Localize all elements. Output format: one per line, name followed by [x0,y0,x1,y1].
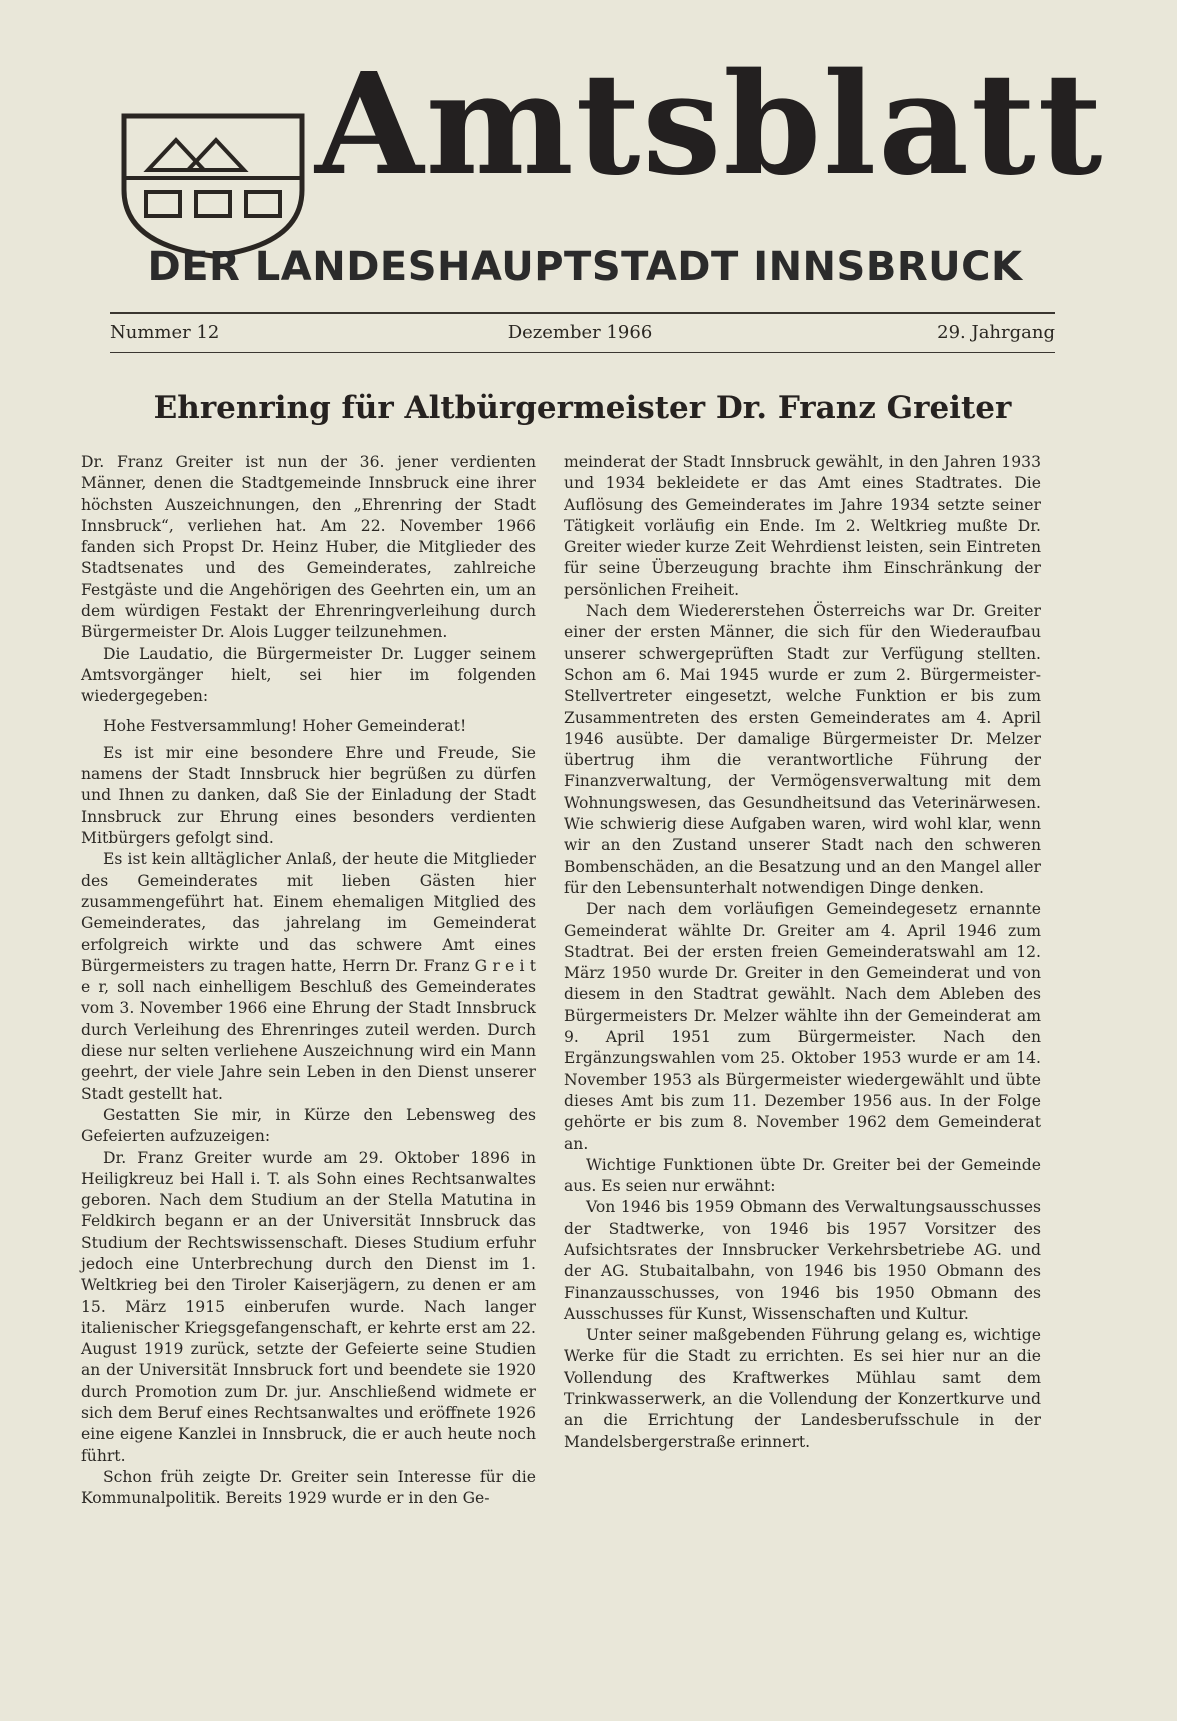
masthead-title: Amtsblatt [315,43,1105,207]
issue-year: 29. Jahrgang [937,322,1055,343]
article-headline: Ehrenring für Altbürgermeister Dr. Franz Greiter [153,390,1012,426]
issue-number: Nummer 12 [110,322,220,343]
article-column-right [564,452,1041,1453]
paragraph: Dr. Franz Greiter wurde am 29. Oktober 1896 in Heiligkreuz bei Hall i. T. als Sohn eines Rechtsanwaltes geboren. Nach dem Studium an der Stella Matutina in Feldkirch begann er an der Universität Innsbruck das Studium der Rechtswissenschaft. Dieses Studium erfuhr jedoch eine Unterbrechung durch den Dienst im 1. Weltkrieg bei den Tiroler Kaiserjägern, zu denen er am 15. März 1915 einberufen wurde. Nach langer italienischer Kriegsgefangenschaft, er kehrte erst am 22. August 1919 zurück, setzte der Gefeierte seine Studien an der Universität Innsbruck fort und beendete sie 1920 durch Promotion zum Dr. jur. Anschließend widmete er sich dem Beruf eines Rechtsanwaltes und eröffnete 1926 eine eigene Kanzlei in Innsbruck, die er auch heute noch führt. [81,1148,536,1465]
paragraph: Nach dem Wiedererstehen Österreichs war Dr. Greiter einer der ersten Männer, die sich für den Wiederaufbau unserer schwergeprüften Stadt zur Verfügung stellten. Schon am 6. Mai 1945 wurde er zum 2. Bürgermeister-Stellvertreter eingesetzt, welche Funktion er bis zum Zusammentreten des ersten Gemeinderates am 4. April 1946 ausübte. Der damalige Bürgermeister Dr. Melzer übertrug ihm die verantwortliche Führung der Finanzverwaltung, der Vermögensverwaltung mit dem Wohnungswesen, das Gesundheitsund das Veterinärwesen. Wie schwierig diese Aufgaben waren, wird wohl klar, wenn wir an den Zustand unserer Stadt nach den schweren Bombenschäden, an die Besatzung und an den Mangel aller für den Lebensunterhalt notwendigen Dinge denken. [564,602,1041,897]
paragraph: Die Laudatio, die Bürgermeister Dr. Lugger seinem Amtsvorgänger hielt, sei hier im folgenden wiedergegeben: [81,644,536,706]
article-column-left [81,452,536,1510]
paragraph: Es ist kein alltäglicher Anlaß, der heute die Mitglieder des Gemeinderates mit lieben Gästen hier zusammengeführt hat. Einem ehemaligen Mitglied des Gemeinderates, das jahrelang im Gemeinderat erfolgreich wirkte und das schwere Amt eines Bürgermeisters zu tragen hatte, Herrn Dr. Franz G r e i t e r, soll nach einhelligem Beschluß des Gemeinderates vom 3. November 1966 eine Ehrung der Stadt Innsbruck durch Verleihung des Ehrenringes zuteil werden. Durch diese nur selten verliehene Auszeichnung wird ein Mann geehrt, der viele Jahre sein Leben in den Dienst unserer Stadt gestellt hat. [81,850,536,1103]
bottom-divider [110,352,1055,353]
issue-date: Dezember 1966 [507,322,653,343]
innsbruck-bridge-crest-icon [118,110,308,260]
masthead-subtitle: DER LANDESHAUPTSTADT INNSBRUCK [147,244,1023,290]
top-divider [110,312,1055,314]
masthead [110,40,1105,240]
paragraph: Von 1946 bis 1959 Obmann des Verwaltungsausschusses der Stadtwerke, von 1946 bis 1957 Vorsitzer des Aufsichtsrates der Innsbrucker Verkehrsbetriebe AG. und der AG. Stubaitalbahn, von 1946 bis 1950 Obmann des Finanzausschusses, von 1946 bis 1950 Obmann des Ausschusses für Kunst, Wissenschaften und Kultur. [564,1198,1041,1323]
paragraph: Es ist mir eine besondere Ehre und Freude, Sie namens der Stadt Innsbruck hier begrüßen zu dürfen und Ihnen zu danken, daß Sie der Einladung der Stadt Innsbruck zur Ehrung eines besonders verdienten Mitbürgers gefolgt sind. [81,743,536,848]
paragraph: Unter seiner maßgebenden Führung gelang es, wichtige Werke für die Stadt zu errichten. Es sei hier nur an die Vollendung des Kraftwerkes Mühlau samt dem Trinkwasserwerk, an die Vollendung der Konzertkurve und an die Errichtung der Landesberufsschule in der Mandelsbergerstraße erinnert. [564,1326,1041,1451]
paragraph: Gestatten Sie mir, in Kürze den Lebensweg des Gefeierten aufzuzeigen: [81,1105,536,1146]
paragraph: Schon früh zeigte Dr. Greiter sein Interesse für die Kommunalpolitik. Bereits 1929 wurde er in den Ge- [81,1467,536,1508]
paragraph: Dr. Franz Greiter ist nun der 36. jener verdienten Männer, denen die Stadtgemeinde Innsbruck eine ihrer höchsten Auszeichnungen, den „Ehrenring der Stadt Innsbruck“, verliehen hat. Am 22. November 1966 fanden sich Propst Dr. Heinz Huber, die Mitglieder des Stadtsenates und des Gemeinderates, zahlreiche Festgäste und die Angehörigen des Geehrten ein, um an dem würdigen Festakt der Ehrenringverleihung durch Bürgermeister Dr. Alois Lugger teilzunehmen. [81,453,536,642]
paragraph: meinderat der Stadt Innsbruck gewählt, in den Jahren 1933 und 1934 bekleidete er das Amt eines Stadtrates. Die Auflösung des Gemeinderates im Jahre 1934 setzte seiner Tätigkeit vorläufig ein Ende. Im 2. Weltkrieg mußte Dr. Greiter wieder kurze Zeit Wehrdienst leisten, sein Eintreten für seine Überzeugung brachte ihm Einschränkung der persönlichen Freiheit. [564,453,1041,599]
paragraph: Wichtige Funktionen übte Dr. Greiter bei der Gemeinde aus. Es seien nur erwähnt: [564,1155,1041,1196]
paragraph: Der nach dem vorläufigen Gemeindegesetz ernannte Gemeinderat wählte Dr. Greiter am 4. April 1946 zum Stadtrat. Bei der ersten freien Gemeinderatswahl am 12. März 1950 wurde Dr. Greiter in den Gemeinderat und von diesem in den Stadtrat gewählt. Nach dem Ableben des Bürgermeisters Dr. Melzer wählte ihn der Gemeinderat am 9. April 1951 zum Bürgermeister. Nach den Ergänzungswahlen vom 25. Oktober 1953 wurde er am 14. November 1953 als Bürgermeister wiedergewählt und übte dieses Amt bis zum 11. Dezember 1956 aus. In der Folge gehörte er bis zum 8. November 1962 dem Gemeinderat an. [564,900,1041,1153]
salutation: Hohe Festversammlung! Hoher Gemeinderat! [103,716,467,735]
